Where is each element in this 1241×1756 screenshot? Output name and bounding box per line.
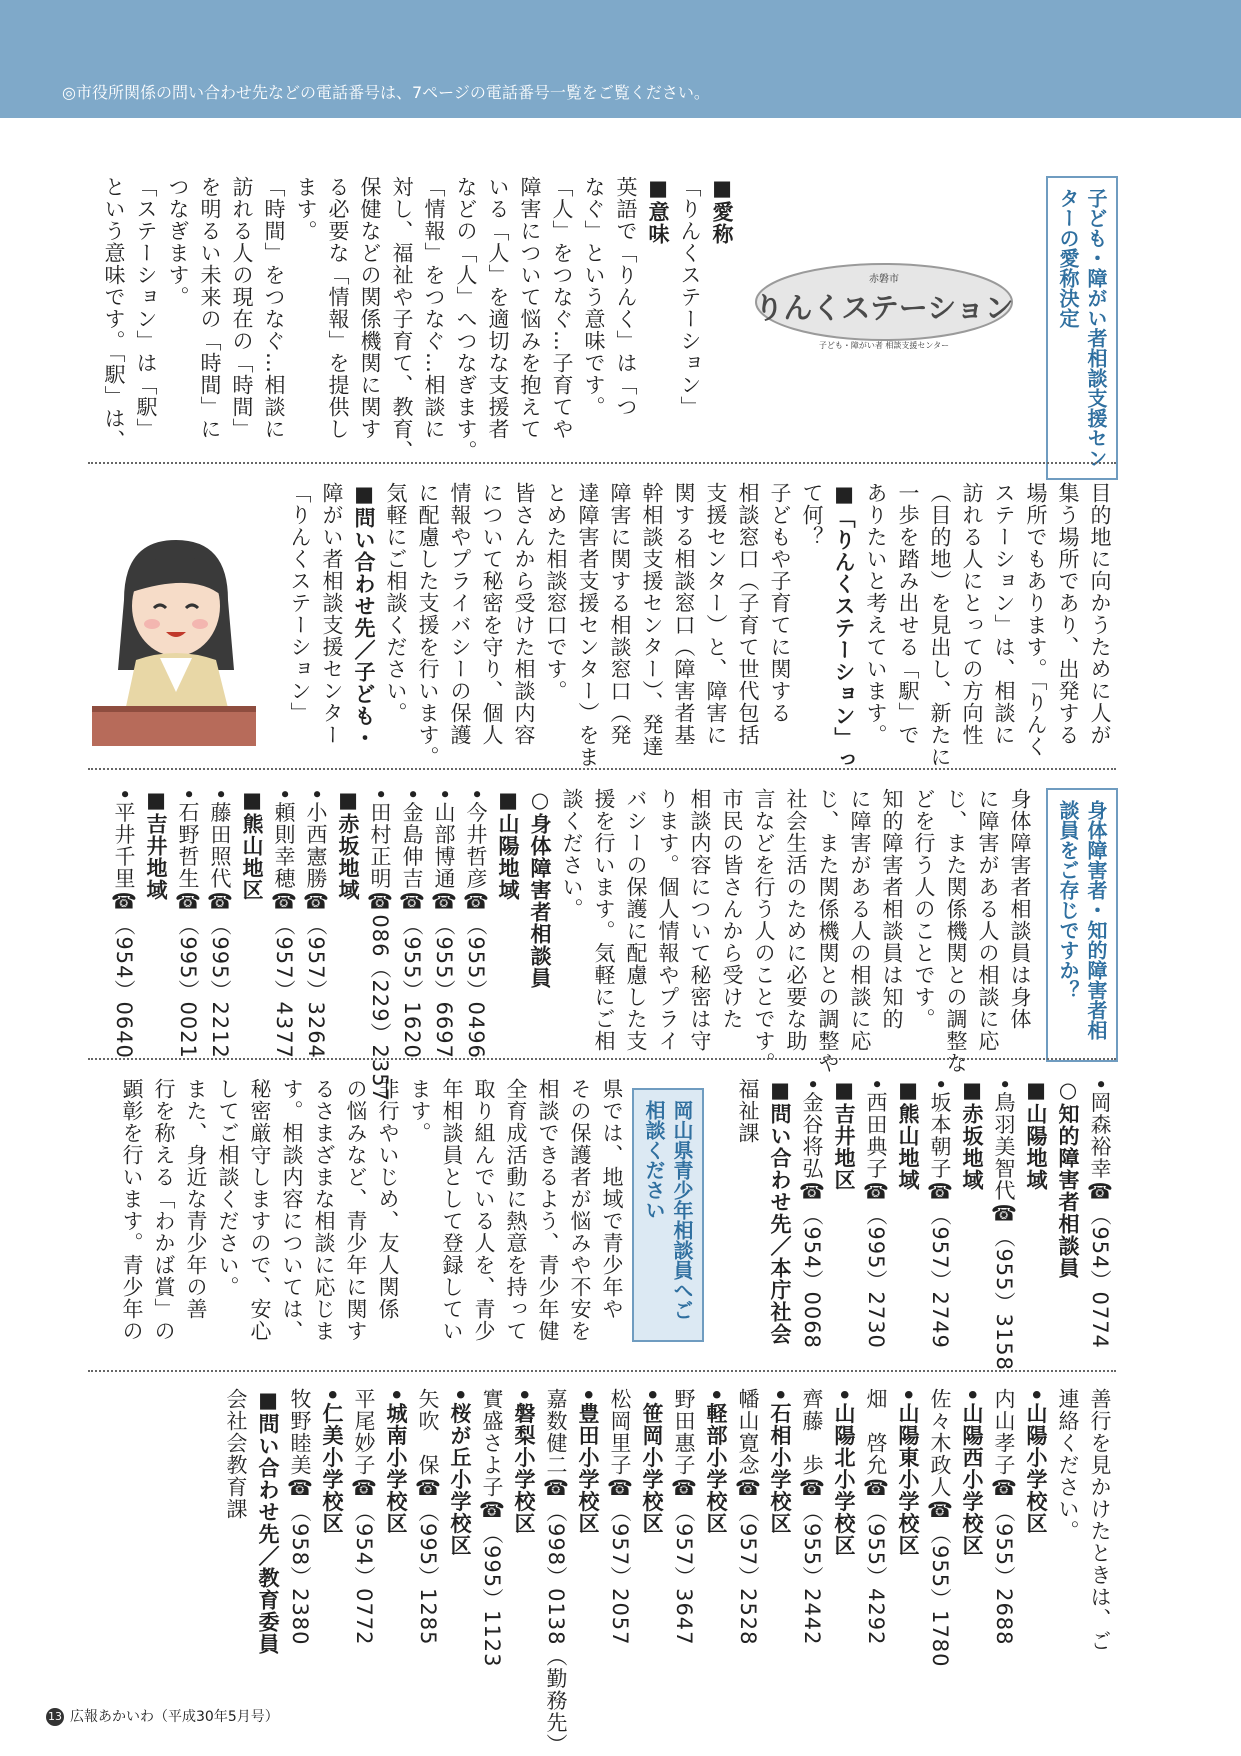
text-line: 県では、地域で青少年や <box>600 1078 624 1320</box>
text-line: について秘密を守り、個人 <box>480 482 504 746</box>
text-line: 談ください。 <box>560 788 584 920</box>
text-line: 野田惠子☎（957）3647 <box>672 1388 696 1646</box>
text-line: •山陽北小学校区 <box>832 1388 856 1557</box>
divider <box>88 462 1116 464</box>
text-line: 實盛さよ子☎（995）1123 <box>480 1388 504 1668</box>
text-line: ます。 <box>408 1078 432 1144</box>
text-line: 会社会教育課 <box>224 1388 248 1520</box>
text-line: 障がい者相談支援センター <box>320 482 344 746</box>
text-line: 全育成活動に熱意を持って <box>504 1078 528 1342</box>
divider <box>88 768 1116 770</box>
divider <box>88 1058 1116 1060</box>
text-line: 顕彰を行います。青少年の <box>120 1078 144 1342</box>
text-line: などの「人」へつなぎます。 <box>454 176 478 462</box>
text-line: ありたいと考えています。 <box>864 482 888 746</box>
text-line: 情報やプライバシーの保護 <box>448 482 472 746</box>
text-line: 達障害者支援センター）をま <box>576 482 600 768</box>
page-number: 13 <box>46 1708 64 1726</box>
text-line: 子どもや子育てに関する <box>768 482 792 724</box>
text-line: •城南小学校区 <box>384 1388 408 1535</box>
text-line: ○身体障害者相談員 <box>528 788 552 989</box>
section2-title <box>1046 788 1118 1062</box>
text-line: してご相談ください。 <box>216 1078 240 1298</box>
text-line: ■問い合わせ先／教育委員 <box>256 1388 280 1655</box>
text-line: 畑 啓允☎（955）4292 <box>864 1388 888 1646</box>
text-line: 気軽にご相談ください。 <box>384 482 408 724</box>
text-line: 「人」をつなぐ…子育てや <box>550 176 574 440</box>
text-line: じ、また関係機関との調整や <box>816 788 840 1074</box>
text-line: 嘉数健二☎（998）0138（勤務先） <box>544 1388 568 1756</box>
text-line: という意味です。「駅」は、 <box>102 176 126 452</box>
woman-at-desk-illustration <box>84 520 264 750</box>
text-line: 福祉課 <box>736 1078 760 1144</box>
text-line: ■熊山地域 <box>896 1078 920 1191</box>
text-line: る必要な「情報」を提供し <box>326 176 350 440</box>
text-line: •山部博通☎（955）6697 <box>432 788 456 1059</box>
text-line: （目的地）を見出し、新たに <box>928 482 952 768</box>
text-line: ります。個人情報やプライ <box>656 788 680 1052</box>
text-line: ■赤坂地域 <box>336 788 360 901</box>
text-line: 知的障害者相談員は知的 <box>880 788 904 1030</box>
text-line: 場所でもあります。「りんく <box>1024 482 1048 758</box>
text-line: •藤田照代☎（995）2212 <box>208 788 232 1059</box>
text-line: 善行を見かけたときは、ご <box>1088 1388 1112 1652</box>
text-line: じ、また関係機関との調整な <box>944 788 968 1074</box>
text-line: 非行やいじめ、友人関係 <box>376 1078 400 1320</box>
text-line: 皆さんから受けた相談内容 <box>512 482 536 746</box>
text-line: なぐ」という意味です。 <box>582 176 606 418</box>
text-line: •金島伸吉☎（955）1620 <box>400 788 424 1059</box>
text-line: 対し、福祉や子育て、教育、 <box>390 176 414 462</box>
text-line: 幡山寛念☎（957）2528 <box>736 1388 760 1646</box>
text-line: つなぎます。 <box>166 176 190 308</box>
text-line: 齊藤 歩☎（955）2442 <box>800 1388 824 1646</box>
text-line: •笹岡小学校区 <box>640 1388 664 1535</box>
text-line: •小西憲勝☎（957）3264 <box>304 788 328 1059</box>
text-line: 社会生活のために必要な助 <box>784 788 808 1052</box>
text-line: •岡森裕幸☎（954）0774 <box>1088 1078 1112 1349</box>
section1-title <box>1046 176 1118 480</box>
text-line: •山陽小学校区 <box>1024 1388 1048 1535</box>
text-line: •坂本朝子☎（957）2749 <box>928 1078 952 1349</box>
text-line: 佐々木政人☎（955）1780 <box>928 1388 952 1668</box>
text-line: ます。 <box>294 176 318 242</box>
text-line: ■山陽地域 <box>1024 1078 1048 1191</box>
text-line: バシーの保護に配慮した支 <box>624 788 648 1052</box>
text-line: •平井千里☎（954）0640 <box>112 788 136 1059</box>
text-line: ■問い合わせ先／子ども・ <box>352 482 376 749</box>
text-line: •山陽東小学校区 <box>896 1388 920 1557</box>
section2-title-text: 身体障害者・知的障害者相談員をご存じですか？ <box>1056 800 1108 1040</box>
text-line: いる「人」を適切な支援者 <box>486 176 510 440</box>
section1-text <box>88 176 738 462</box>
text-line: 「りんくステーション」 <box>288 482 312 724</box>
text-line: ■問い合わせ先／本庁社会 <box>768 1078 792 1345</box>
text-line: ■吉井地域 <box>144 788 168 901</box>
text-line: ○知的障害者相談員 <box>1056 1078 1080 1279</box>
text-line: •石相小学校区 <box>768 1388 792 1535</box>
text-line: ■意味 <box>646 176 670 245</box>
text-line: 訪れる人の現在の「時間」 <box>230 176 254 440</box>
section3-text <box>88 1078 628 1362</box>
text-line: •軽部小学校区 <box>704 1388 728 1535</box>
logo-main-text: りんくステーション <box>754 291 1014 325</box>
text-line: 「ステーション」は「駅」 <box>134 176 158 440</box>
text-line: す。相談内容については、 <box>280 1078 304 1342</box>
footer-publication: 広報あかいわ（平成30年5月号） <box>70 1709 279 1725</box>
text-line: •山陽西小学校区 <box>960 1388 984 1557</box>
text-line: また、身近な青少年の善 <box>184 1078 208 1320</box>
text-line: 一歩を踏み出せる「駅」で <box>896 482 920 746</box>
text-line: 取り組んでいる人を、青少 <box>472 1078 496 1342</box>
text-line: 行を称える「わかば賞」の <box>152 1078 176 1342</box>
text-line: 身体障害者相談員は身体 <box>1008 788 1032 1030</box>
text-line: •西田典子☎（995）2730 <box>864 1078 888 1349</box>
text-line: •磐梨小学校区 <box>512 1388 536 1535</box>
text-line: 幹相談支援センター）、発達 <box>640 482 664 758</box>
logo-top-text: 赤磐市 <box>869 274 899 285</box>
text-line: 矢吹 保☎（995）1285 <box>416 1388 440 1646</box>
text-line: ■「りんくステーション」っ <box>832 482 856 771</box>
text-line: •金谷将弘☎（954）0068 <box>800 1078 824 1349</box>
text-line: 障害に関する相談窓口（発 <box>608 482 632 746</box>
section3-title-text: 岡山県青少年相談員へご相談ください <box>642 1100 694 1320</box>
logo-link-station <box>752 256 1016 352</box>
logo-sub-text: 子ども・障がい者 相談支援センター <box>818 341 950 350</box>
text-line: 「情報」をつなぐ…相談に <box>422 176 446 440</box>
text-line: 言などを行う人のことです。 <box>752 788 776 1074</box>
text-line: •仁美小学校区 <box>320 1388 344 1535</box>
text-line: るさまざまな相談に応じま <box>312 1078 336 1342</box>
text-line: に障害がある人の相談に応 <box>848 788 872 1052</box>
text-line: の悩みなど、青少年に関す <box>344 1078 368 1342</box>
text-line: •鳥羽美智代☎（955）3158 <box>992 1078 1016 1371</box>
text-line: •桜が丘小学校区 <box>448 1388 472 1557</box>
text-line: 平尾妙子☎（954）0772 <box>352 1388 376 1646</box>
text-line: 援を行います。気軽にご相 <box>592 788 616 1052</box>
text-line: 連絡ください。 <box>1056 1388 1080 1542</box>
text-line: 英語で「りんく」は「つ <box>614 176 638 418</box>
page-header <box>0 0 1241 118</box>
text-line: 牧野睦美☎（958）2380 <box>288 1388 312 1646</box>
text-line: 内山孝子☎（955）2688 <box>992 1388 1016 1646</box>
section2-text <box>88 788 1036 1102</box>
text-line: ステーション」は、相談に <box>992 482 1016 746</box>
page-footer <box>46 1706 279 1726</box>
text-line: ■赤坂地域 <box>960 1078 984 1191</box>
text-line: て何？ <box>800 482 824 548</box>
section3-text-continued <box>218 1388 1116 1756</box>
text-line: 相談窓口（子育て世代包括 <box>736 482 760 746</box>
text-line: 支援センター）と、障害に <box>704 482 728 746</box>
header-note: ◎市役所関係の問い合わせ先などの電話番号は、7ページの電話番号一覧をご覧ください。 <box>62 83 710 102</box>
text-line: 「りんくステーション」 <box>678 176 702 418</box>
text-line: ■愛称 <box>710 176 734 245</box>
text-line: 「時間」をつなぐ…相談に <box>262 176 286 440</box>
text-line: とめた相談窓口です。 <box>544 482 568 702</box>
text-line: •豊田小学校区 <box>576 1388 600 1535</box>
divider <box>88 1370 1116 1372</box>
text-line: •田村正明☎086（229）2357 <box>368 788 392 1102</box>
text-line: に障害がある人の相談に応 <box>976 788 1000 1052</box>
text-line: 訪れる人にとっての方向性 <box>960 482 984 746</box>
text-line: ■熊山地区 <box>240 788 264 901</box>
section1-text-continued <box>282 482 1116 771</box>
text-line: •石野哲生☎（995）0021 <box>176 788 200 1059</box>
text-line: を明るい未来の「時間」に <box>198 176 222 440</box>
section2-text-continued <box>720 1078 1116 1371</box>
text-line: に配慮した支援を行います。 <box>416 482 440 768</box>
text-line: どを行う人のことです。 <box>912 788 936 1030</box>
section3-title <box>632 1088 704 1342</box>
text-line: 秘密厳守しますので、安心 <box>248 1078 272 1342</box>
section1-title-text: 子ども・障がい者相談支援センターの愛称決定 <box>1056 188 1108 468</box>
text-line: 松岡里子☎（957）2057 <box>608 1388 632 1646</box>
text-line: ■山陽地域 <box>496 788 520 901</box>
text-line: •今井哲彦☎（955）0496 <box>464 788 488 1059</box>
text-line: 障害について悩みを抱えて <box>518 176 542 440</box>
text-line: 保健などの関係機関に関す <box>358 176 382 440</box>
text-line: 目的地に向かうために人が <box>1088 482 1112 746</box>
text-line: その保護者が悩みや不安を <box>568 1078 592 1342</box>
text-line: ■吉井地区 <box>832 1078 856 1191</box>
text-line: •頼則幸穂☎（957）4377 <box>272 788 296 1059</box>
text-line: 相談内容について秘密は守 <box>688 788 712 1052</box>
text-line: 関する相談窓口（障害者基 <box>672 482 696 746</box>
text-line: 市民の皆さんから受けた <box>720 788 744 1030</box>
text-line: 年相談員として登録してい <box>440 1078 464 1342</box>
text-line: 相談できるよう、青少年健 <box>536 1078 560 1342</box>
text-line: 集う場所であり、出発する <box>1056 482 1080 746</box>
